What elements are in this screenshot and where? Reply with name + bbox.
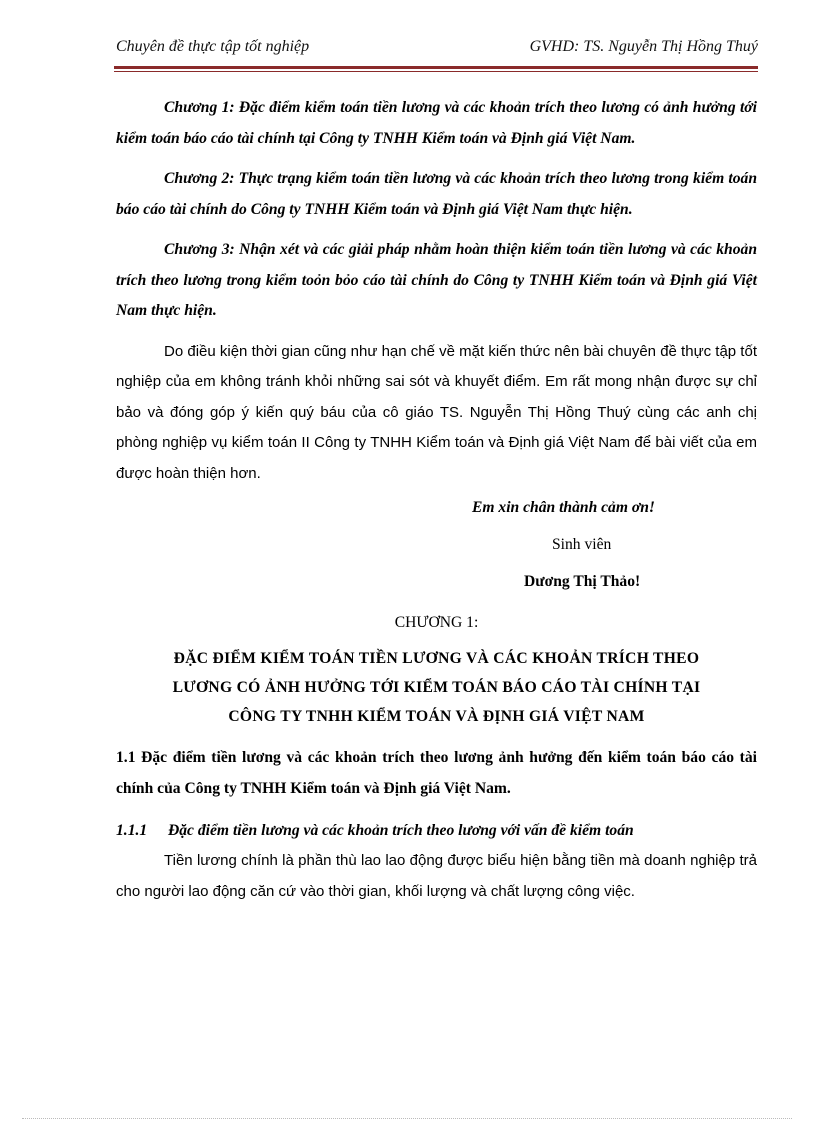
chapter-title bbox=[116, 644, 757, 731]
chapter-number: CHƯƠNG 1: bbox=[394, 614, 479, 631]
section-number: 1.1.1 bbox=[116, 822, 148, 839]
body-paragraph: Tiền lương chính là phần thù lao lao động được biểu hiện bằng tiền mà doanh nghiệp trả cho người lao động căn cứ vào thời gian, khối lượng và chất lượng công việc. bbox=[116, 852, 757, 900]
thanks-line: Em xin chân thành cảm ơn! bbox=[472, 499, 655, 516]
intro-chapter-3: Chương 3: Nhận xét và các giải pháp nhằm hoàn thiện kiểm toán tiền lương và các khoản trích theo lương trong kiểm toỏn bỏo cáo tài chính do Công ty TNHH Kiểm toán và Định giá Việt Nam thực hiện. bbox=[116, 241, 757, 319]
intro-chapter-1: Chương 1: Đặc điểm kiểm toán tiền lương và các khoản trích theo lương có ảnh hưởng tới kiểm toán báo cáo tài chính tại Công ty TNHH Kiểm toán và Định giá Việt Nam. bbox=[116, 99, 757, 147]
closing-paragraph: Do điều kiện thời gian cũng như hạn chế về mặt kiến thức nên bài chuyên đề thực tập tốt nghiệp của em không tránh khỏi những sai sót và khuyết điểm. Em rất mong nhận được sự chỉ bảo và đóng góp ý kiến quý báu của cô giáo TS. Nguyễn Thị Hồng Thuý cùng các anh chị phòng nghiệp vụ kiểm toán II Công ty TNHH Kiểm toán và Định giá Việt Nam để bài viết của em được hoàn thiện hơn. bbox=[116, 342, 757, 482]
section-title: Đặc điểm tiền lương và các khoản trích theo lương với vấn đề kiểm toán bbox=[168, 822, 634, 839]
chapter-title-line-3: CÔNG TY TNHH KIỂM TOÁN VÀ ĐỊNH GIÁ VIỆT NAM bbox=[228, 708, 645, 725]
intro-chapter-2: Chương 2: Thực trạng kiểm toán tiền lương và các khoản trích theo lương trong kiểm toán báo cáo tài chính do Công ty TNHH Kiểm toán và Định giá Việt Nam thực hiện. bbox=[116, 170, 757, 218]
section-heading-1-1-1 bbox=[116, 816, 757, 846]
page-bottom-border bbox=[22, 1118, 792, 1119]
header-rule bbox=[114, 66, 758, 72]
student-name: Dương Thị Thảo! bbox=[524, 573, 641, 590]
chapter-title-line-2: LƯƠNG CÓ ẢNH HƯỞNG TỚI KIỂM TOÁN BÁO CÁO TÀI CHÍNH TẠI bbox=[172, 679, 701, 696]
header-left-text: Chuyên đề thực tập tốt nghiệp bbox=[116, 38, 310, 55]
chapter-title-line-1: ĐẶC ĐIỂM KIỂM TOÁN TIỀN LƯƠNG VÀ CÁC KHOẢN TRÍCH THEO bbox=[173, 650, 700, 667]
page-content bbox=[116, 93, 757, 907]
page-header bbox=[116, 38, 758, 60]
header-right-text: GVHD: TS. Nguyễn Thị Hồng Thuý bbox=[529, 38, 758, 55]
student-role: Sinh viên bbox=[552, 536, 612, 553]
section-heading-1-1: 1.1 Đặc điểm tiền lương và các khoản trích theo lương ảnh hưởng đến kiểm toán báo cáo tài chính của Công ty TNHH Kiểm toán và Định giá Việt Nam. bbox=[116, 749, 757, 797]
